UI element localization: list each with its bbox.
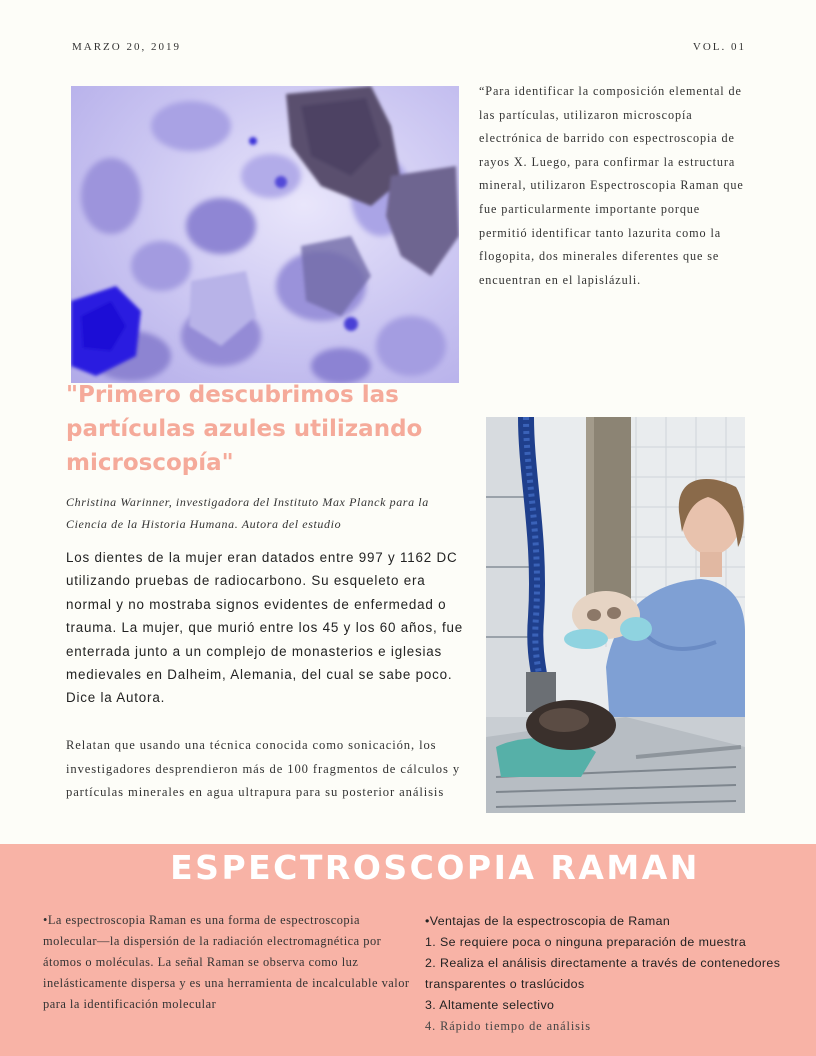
article-paragraph-1: Los dientes de la mujer eran datados entre 997 y 1162 DC utilizando pruebas de radiocarbono. Su esqueleto era normal y no mostraba signos evidentes de enfermedad o trauma. La mujer, que murió entre los 45 y los 60 años, fue enterrada junto a un complejo de monasterios e iglesias medievales en Dalheim, Alemania, del cual se sabe poco. Dice la Autora.	[66, 550, 464, 706]
raman-advantages-list	[425, 911, 805, 1037]
researcher-lab-photo	[486, 417, 745, 813]
advantage-item: 4. Rápido tiempo de análisis	[425, 1019, 591, 1033]
scientist-quote-text: “Para identificar la composición elemental de las partículas, utilizaron microscopía electrónica de barrido con espectroscopia de rayos X. Luego, para confirmar la estructura mineral, utilizaron Espectroscopia Raman que fue particularmente importante porque permitió identificar tanto lazurita como la flogopita, dos minerales diferentes que se encuentran en el lapislázuli.	[479, 84, 744, 287]
advantage-item: 3. Altamente selectivo	[425, 998, 555, 1012]
advantage-item: 2. Realiza el análisis directamente a través de contenedores transparentes o traslúcidos	[425, 956, 781, 991]
advantage-item: 1. Se requiere poca o ninguna preparación de muestra	[425, 935, 747, 949]
raman-section-title: ESPECTROSCOPIA RAMAN	[170, 848, 700, 887]
raman-definition-text: •La espectroscopia Raman es una forma de espectroscopia molecular—la dispersión de la radiación electromagnética por átomos o moléculas. La señal Raman se observa como luz inelásticamente dispersa y es una herramienta de incalculable valor para la identificación molecular	[43, 913, 410, 1011]
microscopy-image	[71, 86, 459, 383]
volume-number: VOL. 01	[692, 41, 746, 53]
article-headline: "Primero descubrimos las partículas azules utilizando microscopía"	[66, 382, 423, 476]
quote-attribution: Christina Warinner, investigadora del Instituto Max Planck para la Ciencia de la Historia Humana. Autora del estudio	[66, 495, 429, 531]
issue-date: MARZO 20, 2019	[72, 41, 181, 53]
article-paragraph-2: Relatan que usando una técnica conocida como sonicación, los investigadores desprendieron más de 100 fragmentos de cálculos y partículas minerales en agua ultrapura para su posterior análisis	[66, 738, 461, 800]
advantages-heading: •Ventajas de la espectroscopia de Raman	[425, 914, 671, 928]
